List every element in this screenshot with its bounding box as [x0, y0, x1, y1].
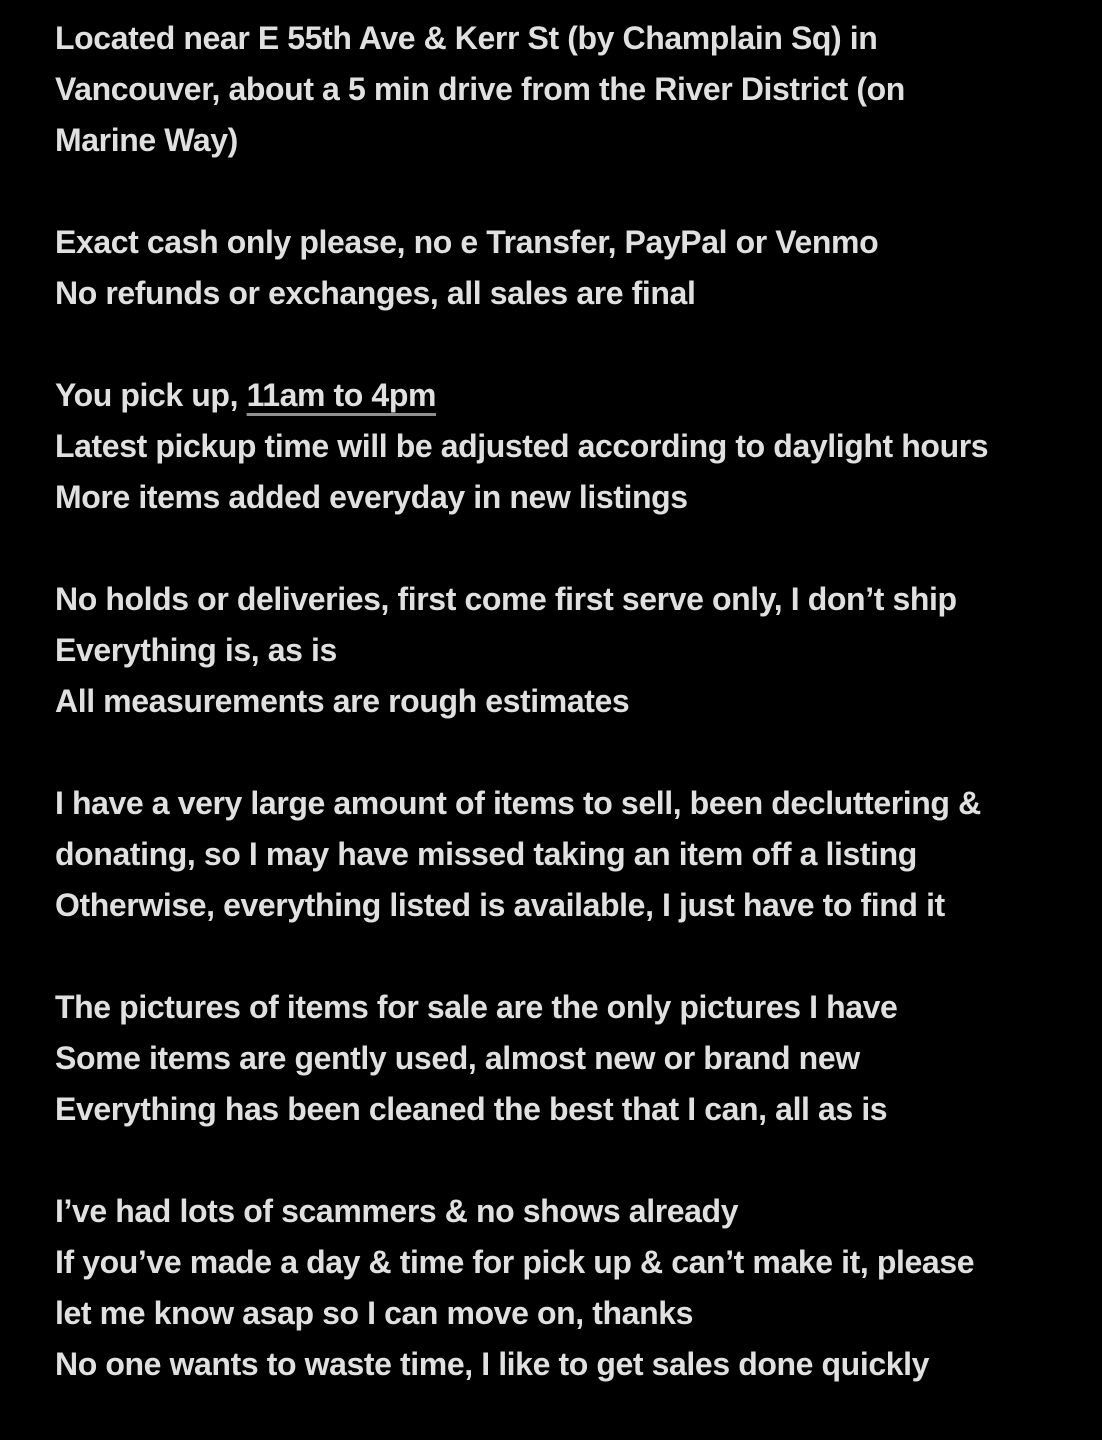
text-segment: let me know asap so I can move on, thanks [55, 1295, 694, 1331]
text-segment: If you’ve made a day & time for pick up & can’t make it, please [55, 1244, 975, 1280]
text-segment: Located near E 55th Ave & Kerr St (by Champlain Sq) in [55, 20, 878, 56]
text-line [55, 370, 1060, 421]
text-segment: Everything has been cleaned the best that I can, all as is [55, 1091, 888, 1127]
text-segment: Latest pickup time will be adjusted according to daylight hours [55, 428, 989, 464]
text-line [55, 421, 1060, 472]
text-line [55, 1339, 1060, 1390]
text-segment: More items added everyday in new listings [55, 479, 688, 515]
text-line [55, 1237, 1060, 1288]
text-line [55, 625, 1060, 676]
text-segment: No one wants to waste time, I like to get sales done quickly [55, 1346, 930, 1382]
text-line [55, 880, 1060, 931]
paragraph-payment-policy [55, 217, 1060, 319]
text-line [55, 1033, 1060, 1084]
text-segment: donating, so I may have missed taking an item off a listing [55, 836, 917, 872]
text-segment: No holds or deliveries, first come first serve only, I don’t ship [55, 581, 957, 617]
text-line [55, 217, 1060, 268]
text-segment: You pick up, [55, 377, 247, 413]
text-line [55, 268, 1060, 319]
pickup-hours-underlined-text: 11am to 4pm [246, 377, 437, 413]
text-segment: Otherwise, everything listed is available, I just have to find it [55, 887, 945, 923]
text-line [55, 13, 1060, 64]
listing-description-text [55, 13, 1060, 1390]
paragraph-pickup-hours [55, 370, 1060, 523]
text-line [55, 64, 1060, 115]
text-segment: No refunds or exchanges, all sales are final [55, 275, 696, 311]
paragraph-condition-note [55, 982, 1060, 1135]
text-line [55, 829, 1060, 880]
text-line [55, 1186, 1060, 1237]
text-line [55, 472, 1060, 523]
text-segment: All measurements are rough estimates [55, 683, 630, 719]
text-segment: I’ve had lots of scammers & no shows already [55, 1193, 739, 1229]
text-segment: Vancouver, about a 5 min drive from the River District (on [55, 71, 905, 107]
text-line [55, 1084, 1060, 1135]
paragraph-location [55, 13, 1060, 166]
text-line [55, 676, 1060, 727]
text-segment: Marine Way) [55, 122, 238, 158]
text-segment: Everything is, as is [55, 632, 337, 668]
text-line [55, 574, 1060, 625]
paragraph-no-holds-policy [55, 574, 1060, 727]
text-segment: Some items are gently used, almost new or brand new [55, 1040, 860, 1076]
text-line [55, 778, 1060, 829]
paragraph-no-show-warning [55, 1186, 1060, 1390]
text-line [55, 982, 1060, 1033]
text-line [55, 115, 1060, 166]
text-segment: Exact cash only please, no e Transfer, PayPal or Venmo [55, 224, 879, 260]
text-segment: The pictures of items for sale are the only pictures I have [55, 989, 898, 1025]
paragraph-inventory-note [55, 778, 1060, 931]
text-segment: I have a very large amount of items to sell, been decluttering & [55, 785, 981, 821]
text-line [55, 1288, 1060, 1339]
